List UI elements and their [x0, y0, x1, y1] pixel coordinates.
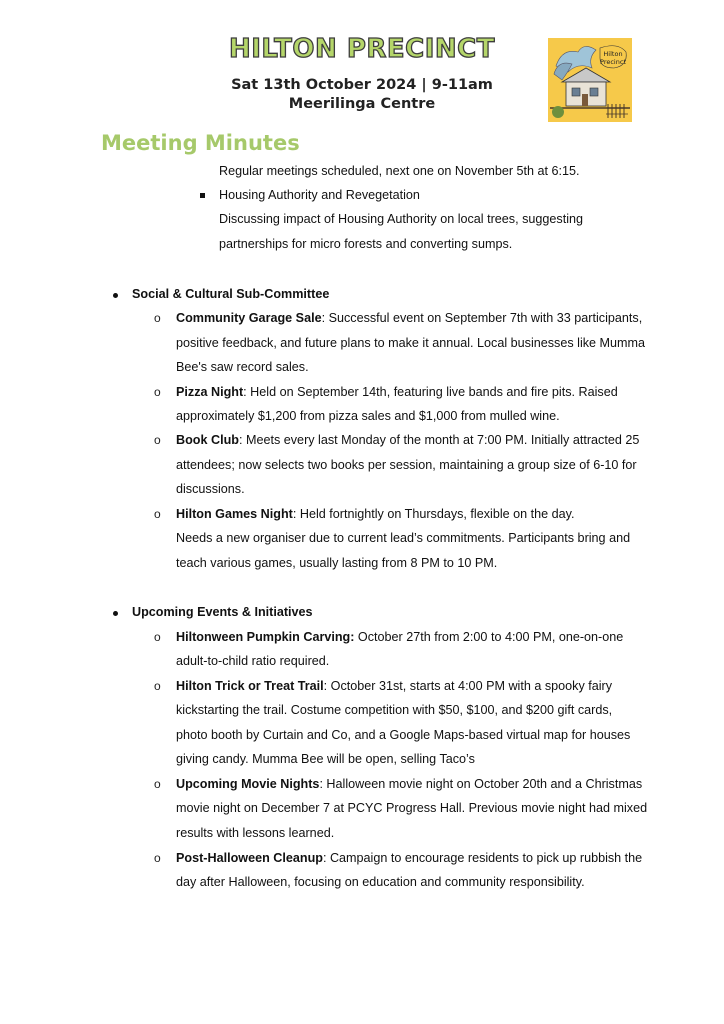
- book-club-text-1: : Meets every last Monday of the month at 7:00 PM. Initially attracted 25: [238, 433, 640, 447]
- games-night-text-1: : Held fortnightly on Thursdays, flexible on the day.: [292, 507, 575, 521]
- garage-sale-text-2: positive feedback, and future plans to make it annual. Local businesses like Mumma: [176, 336, 646, 350]
- bullet-dot-icon: [113, 293, 118, 298]
- circle-bullet-icon: o: [154, 679, 161, 693]
- book-club-item: [176, 432, 639, 448]
- garage-sale-title: Community Garage Sale: [176, 311, 322, 325]
- games-night-text-3: teach various games, usually lasting from 8 PM to 10 PM.: [176, 556, 498, 570]
- trick-or-treat-title: Hilton Trick or Treat Trail: [176, 679, 324, 693]
- meeting-venue: Meerilinga Centre: [288, 96, 436, 112]
- pizza-night-text-2: approximately $1,200 from pizza sales and $1,000 from mulled wine.: [176, 409, 560, 423]
- social-cultural-heading: Social & Cultural Sub-Committee: [132, 287, 330, 301]
- games-night-item: [176, 506, 575, 522]
- circle-bullet-icon: o: [154, 311, 161, 325]
- pumpkin-carving-title: Hiltonween Pumpkin Carving:: [176, 630, 355, 644]
- book-club-text-2: attendees; now selects two books per session, maintaining a group size of 6-10 for: [176, 458, 637, 472]
- housing-authority-text-1: Discussing impact of Housing Authority on local trees, suggesting: [219, 212, 584, 226]
- garage-sale-item: [176, 310, 642, 326]
- garage-sale-text-1: : Successful event on September 7th with 33 participants,: [321, 311, 643, 325]
- circle-bullet-icon: o: [154, 777, 161, 791]
- pizza-night-title: Pizza Night: [176, 385, 244, 399]
- svg-text:Hilton: Hilton: [603, 50, 623, 58]
- circle-bullet-icon: o: [154, 630, 161, 644]
- movie-nights-item: [176, 776, 642, 792]
- hilton-precinct-logo: [548, 38, 632, 122]
- housing-authority-title: Housing Authority and Revegetation: [219, 188, 420, 202]
- book-club-title: Book Club: [176, 433, 239, 447]
- cleanup-title: Post-Halloween Cleanup: [176, 851, 323, 865]
- pumpkin-carving-item: [176, 629, 623, 645]
- trick-or-treat-text-2: kickstarting the trail. Costume competition with $50, $100, and $200 gift cards,: [176, 703, 613, 717]
- pizza-night-item: [176, 384, 618, 400]
- housing-authority-text-2: partnerships for micro forests and converting sumps.: [219, 237, 513, 251]
- circle-bullet-icon: o: [154, 433, 161, 447]
- svg-text:Precinct: Precinct: [600, 58, 626, 66]
- pizza-night-text-1: : Held on September 14th, featuring live bands and fire pits. Raised: [243, 385, 618, 399]
- square-bullet-icon: [200, 193, 205, 198]
- movie-nights-title: Upcoming Movie Nights: [176, 777, 320, 791]
- movie-nights-text-2: movie night on December 7 at PCYC Progress Hall. Previous movie night had mixed: [176, 801, 648, 815]
- precinct-title: HILTON PRECINCT: [228, 34, 495, 64]
- movie-nights-text-3: results with lessons learned.: [176, 826, 335, 840]
- carryover-meeting-schedule: Regular meetings scheduled, next one on November 5th at 6:15.: [219, 164, 580, 178]
- games-night-title: Hilton Games Night: [176, 507, 293, 521]
- pumpkin-carving-text-2: adult-to-child ratio required.: [176, 654, 330, 668]
- bullet-dot-icon: [113, 611, 118, 616]
- cleanup-text-2: day after Halloween, focusing on education and community responsibility.: [176, 875, 585, 889]
- cleanup-text-1: : Campaign to encourage residents to pick up rubbish the: [322, 851, 643, 865]
- pumpkin-carving-text-1: October 27th from 2:00 to 4:00 PM, one-on-one: [354, 630, 624, 644]
- circle-bullet-icon: o: [154, 385, 161, 399]
- trick-or-treat-item: [176, 678, 612, 694]
- meeting-date: Sat 13th October 2024 | 9-11am: [231, 77, 493, 93]
- book-club-text-3: discussions.: [176, 482, 245, 496]
- trick-or-treat-text-1: : October 31st, starts at 4:00 PM with a spooky fairy: [323, 679, 613, 693]
- circle-bullet-icon: o: [154, 507, 161, 521]
- garage-sale-text-3: Bee's saw record sales.: [176, 360, 309, 374]
- cleanup-item: [176, 850, 642, 866]
- trick-or-treat-text-4: giving candy. Mumma Bee will be open, selling Taco’s: [176, 752, 475, 766]
- house-illustration-icon: [548, 38, 632, 122]
- upcoming-events-heading: Upcoming Events & Initiatives: [132, 605, 313, 619]
- games-night-text-2: Needs a new organiser due to current lead’s commitments. Participants bring and: [176, 531, 631, 545]
- meeting-minutes-heading: Meeting Minutes: [101, 131, 300, 155]
- trick-or-treat-text-3: photo booth by Curtain and Co, and a Google Maps-based virtual map for houses: [176, 728, 631, 742]
- circle-bullet-icon: o: [154, 851, 161, 865]
- movie-nights-text-1: : Halloween movie night on October 20th and a Christmas: [319, 777, 643, 791]
